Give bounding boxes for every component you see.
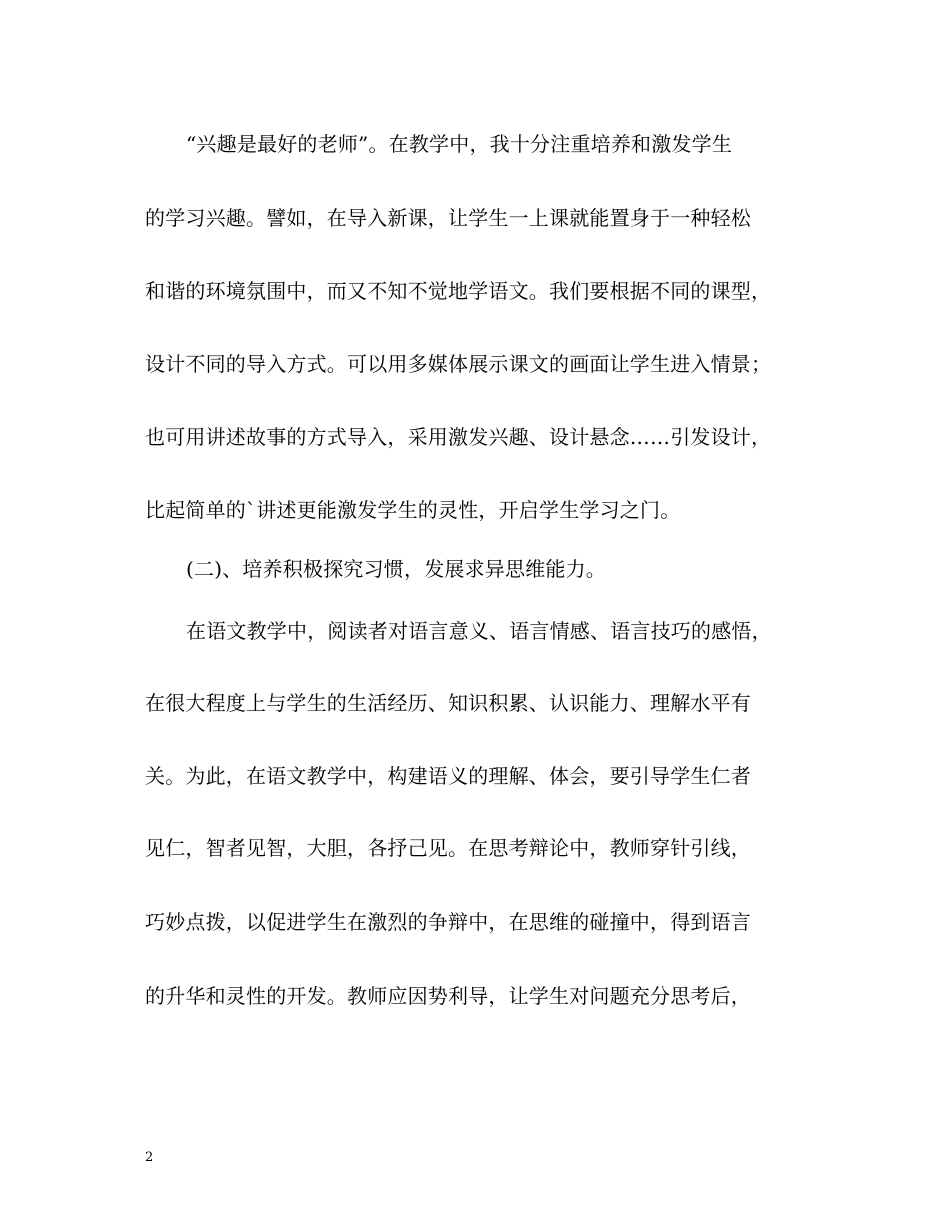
paragraph-line: 和谐的环境氛围中，而又不知不觉地学语文。我们要根据不同的课型， — [145, 279, 772, 303]
section-heading: (二)、培养积极探究习惯，发展求异思维能力。 — [186, 557, 607, 581]
paragraph-line: “兴趣是最好的老师”。在教学中，我十分注重培养和激发学生 — [186, 132, 733, 156]
paragraph-line: 见仁，智者见智，大胆，各抒己见。在思考辩论中，教师穿针引线， — [145, 836, 751, 860]
paragraph-line: 也可用讲述故事的方式导入，采用激发兴趣、设计悬念……引发设计， — [145, 425, 772, 449]
paragraph-line: 比起简单的`讲述更能激发学生的灵性，开启学生学习之门。 — [145, 498, 681, 522]
paragraph-line: 在语文教学中，阅读者对语言意义、语言情感、语言技巧的感悟， — [186, 619, 772, 643]
paragraph-line: 在很大程度上与学生的生活经历、知识积累、认识能力、理解水平有 — [145, 691, 751, 715]
paragraph-line: 关。为此，在语文教学中，构建语义的理解、体会，要引导学生仁者 — [145, 764, 751, 788]
paragraph-line: 巧妙点拨，以促进学生在激烈的争辩中，在思维的碰撞中，得到语言 — [145, 910, 751, 934]
paragraph-line: 设计不同的导入方式。可以用多媒体展示课文的画面让学生进入情景； — [145, 352, 772, 376]
paragraph-line: 的升华和灵性的开发。教师应因势利导，让学生对问题充分思考后， — [145, 984, 751, 1008]
paragraph-line: 的学习兴趣。譬如，在导入新课，让学生一上课就能置身于一种轻松 — [145, 206, 751, 230]
page-number: 2 — [145, 1150, 154, 1165]
